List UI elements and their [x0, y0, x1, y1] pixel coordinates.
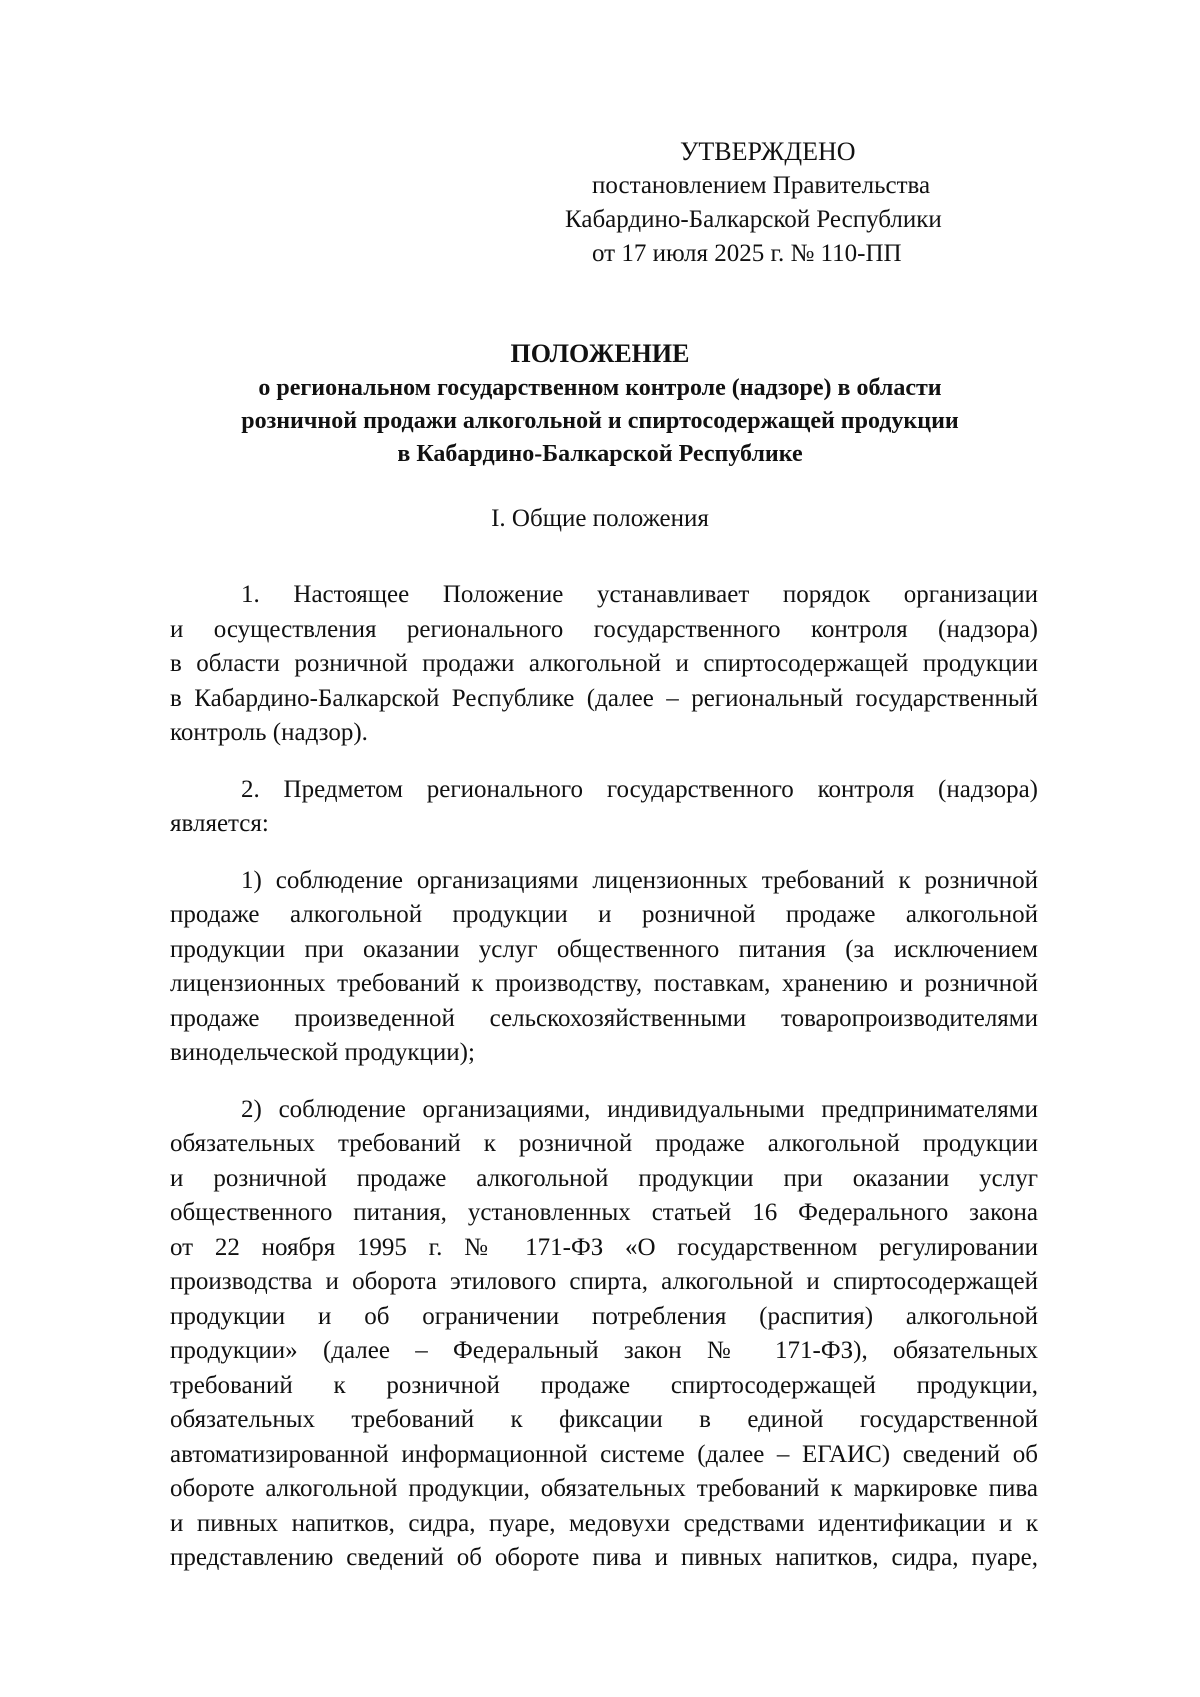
text-line: 2) соблюдение организациями, индивидуальными предпринимателями	[241, 1095, 1038, 1123]
text-line: обязательных требований к розничной продаже алкогольной продукции	[170, 1130, 1038, 1157]
text-line: является:	[170, 810, 269, 837]
text-line: винодельческой продукции);	[170, 1039, 475, 1066]
section-heading: I. Общие положения	[491, 505, 709, 532]
text-line: продаже произведенной сельскохозяйственными товаропроизводителями	[170, 1004, 1038, 1032]
approval-date-line: от 17 июля 2025 г. № 110-ПП	[592, 240, 902, 267]
text-line: и осуществления регионального государственного контроля (надзора)	[170, 615, 1038, 643]
document-body	[170, 578, 1038, 1598]
paragraph-2-item-2	[170, 1093, 1038, 1576]
text-line: и розничной продаже алкогольной продукции при оказании услуг	[170, 1164, 1038, 1192]
text-line: продукции» (далее – Федеральный закон № 171-ФЗ), обязательных	[170, 1337, 1038, 1364]
text-line: требований к розничной продаже спиртосодержащей продукции,	[170, 1371, 1038, 1399]
text-line: 1) соблюдение организациями лицензионных требований к розничной	[241, 866, 1038, 894]
text-line: продукции и об ограничении потребления (распития) алкогольной	[170, 1302, 1038, 1330]
text-line: продукции при оказании услуг общественного питания (за исключением	[170, 935, 1038, 963]
text-line: обороте алкогольной продукции, обязательных требований к маркировке пива	[170, 1475, 1038, 1502]
document-subtitle-line: в Кабардино-Балкарской Республике	[397, 441, 803, 467]
text-line: продаже алкогольной продукции и розничной продаже алкогольной	[170, 901, 1038, 928]
text-line: и пивных напитков, сидра, пуаре, медовухи средствами идентификации и к	[170, 1509, 1038, 1537]
text-line: от 22 ноября 1995 г. № 171-ФЗ «О государственном регулировании	[170, 1233, 1038, 1261]
text-line: производства и оборота этилового спирта, алкогольной и спиртосодержащей	[170, 1268, 1038, 1295]
text-line: в Кабардино-Балкарской Республике (далее – региональный государственный	[170, 684, 1038, 712]
text-line: контроль (надзор).	[170, 719, 368, 746]
document-subtitle-line: о региональном государственном контроле (надзоре) в области	[258, 375, 942, 401]
approval-stamp-block	[560, 135, 1060, 271]
text-line: лицензионных требований к производству, поставкам, хранению и розничной	[170, 970, 1038, 997]
document-title: ПОЛОЖЕНИЕ	[510, 339, 690, 368]
text-line: обязательных требований к фиксации в единой государственной	[170, 1406, 1038, 1433]
document-subtitle-line: розничной продажи алкогольной и спиртосодержащей продукции	[241, 408, 959, 434]
text-line: 1. Настоящее Положение устанавливает порядок организации	[241, 581, 1038, 608]
paragraph-2	[170, 773, 1038, 842]
approval-heading: УТВЕРЖДЕНО	[680, 137, 856, 166]
text-line: 2. Предметом регионального государственного контроля (надзора)	[241, 775, 1038, 803]
approval-line: постановлением Правительства	[592, 172, 931, 199]
text-line: общественного питания, установленных статьей 16 Федерального закона	[170, 1199, 1038, 1226]
paragraph-2-item-1	[170, 864, 1038, 1071]
document-title-block	[160, 336, 1040, 471]
approval-line: Кабардино-Балкарской Республики	[565, 206, 942, 233]
text-line: в области розничной продажи алкогольной и спиртосодержащей продукции	[170, 650, 1038, 677]
text-line: представлению сведений об обороте пива и пивных напитков, сидра, пуаре,	[170, 1544, 1038, 1571]
text-line: автоматизированной информационной системе (далее – ЕГАИС) сведений об	[170, 1440, 1038, 1468]
paragraph-1	[170, 578, 1038, 751]
